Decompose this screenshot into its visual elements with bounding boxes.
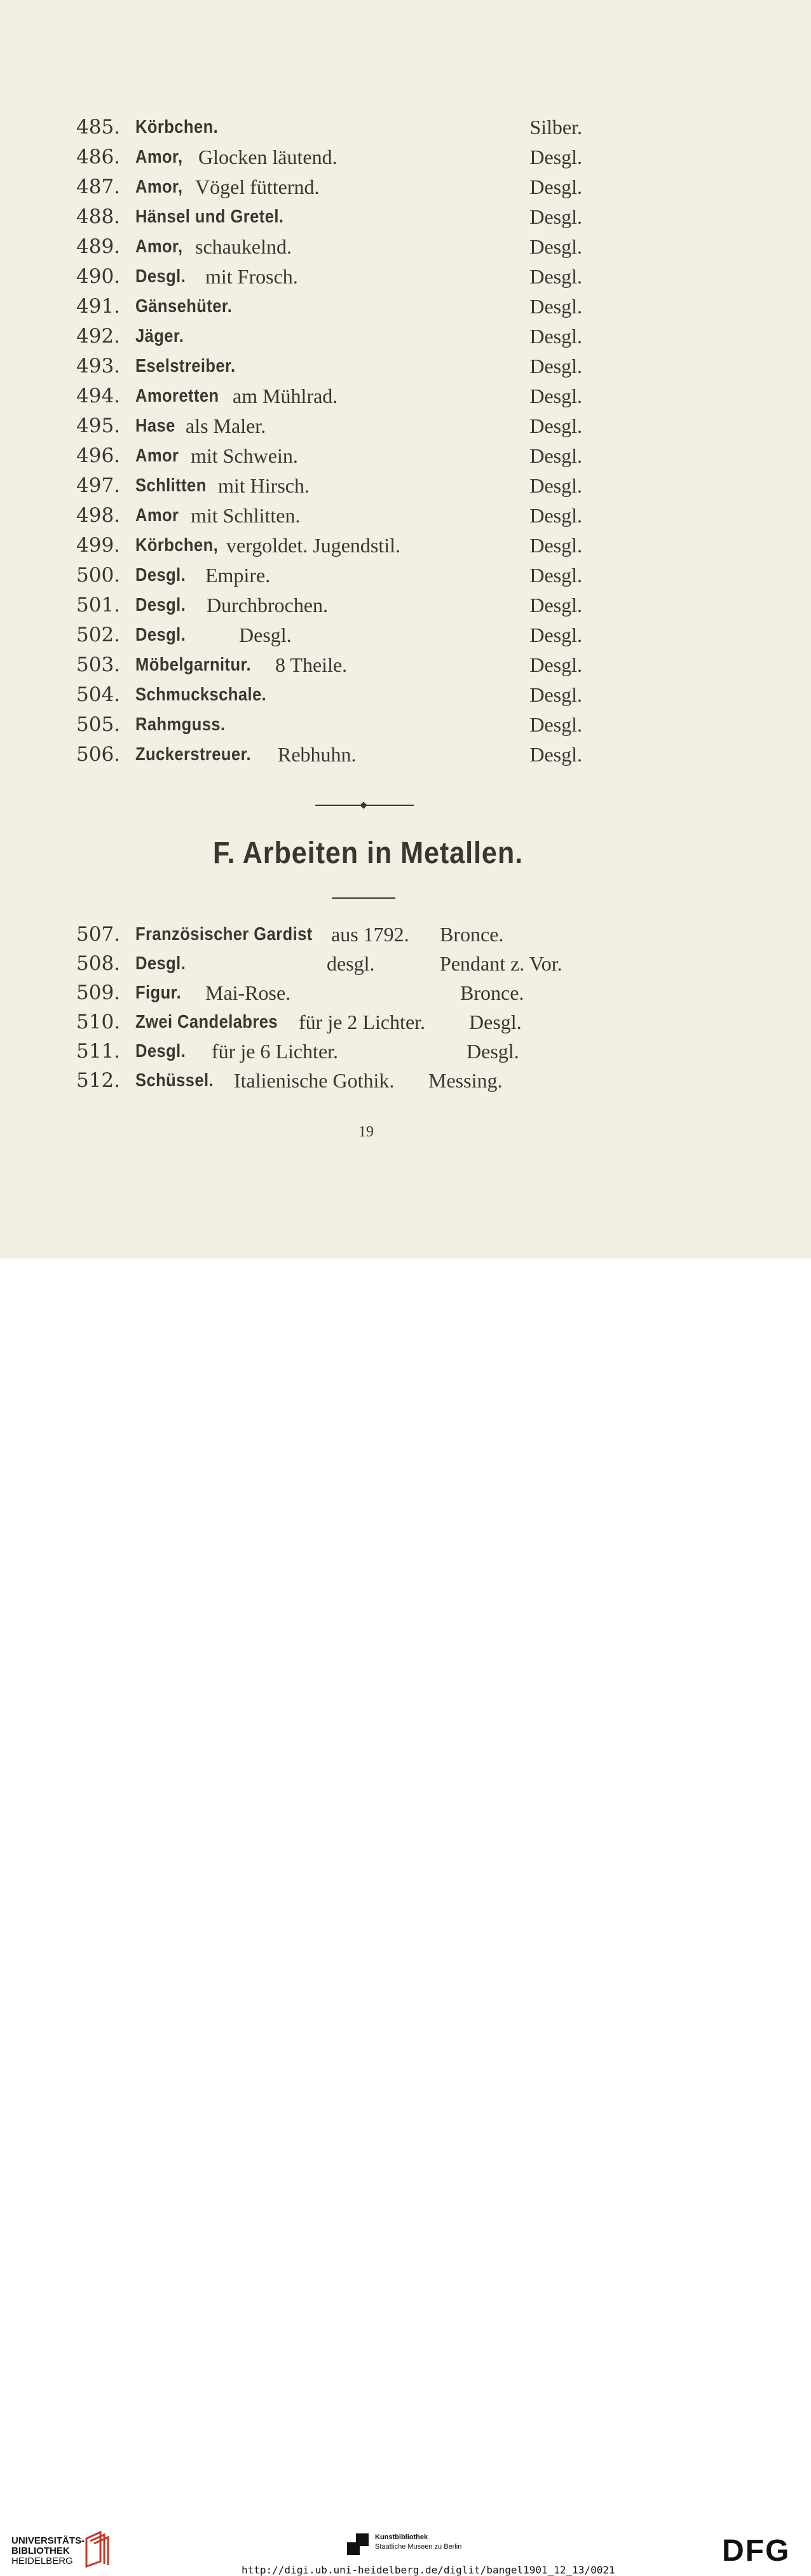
entry-number: 495. [76, 414, 121, 437]
entry-number: 510. [76, 1011, 121, 1033]
entry-title: Desgl. [135, 565, 186, 585]
entry-number: 485. [76, 116, 121, 139]
catalogue-entry [0, 1007, 811, 1037]
entry-description: mit Schlitten. [191, 504, 301, 527]
catalogue-entry [0, 620, 811, 650]
catalogue-entry [0, 471, 811, 500]
entry-number: 498. [76, 504, 121, 527]
entry-title: Amor, [135, 147, 183, 167]
entry-material: Desgl. [469, 1011, 522, 1033]
catalogue-entry [0, 978, 811, 1007]
entry-number: 512. [76, 1069, 121, 1092]
catalogue-entry [0, 411, 811, 440]
entry-description: desgl. [327, 952, 375, 975]
museum-name [375, 2533, 461, 2552]
catalogue-entry [0, 650, 811, 679]
entry-material: Messing. [428, 1069, 503, 1092]
entry-material: Bronce. [460, 981, 524, 1004]
catalogue-entry [0, 1037, 811, 1066]
entry-material: Desgl. [529, 713, 582, 736]
entry-description: als Maler. [186, 414, 266, 437]
entry-title: Amor, [135, 177, 183, 197]
entry-number: 490. [76, 265, 121, 288]
entry-material: Desgl. [529, 235, 582, 258]
entry-description: für je 6 Lichter. [212, 1040, 339, 1063]
entry-description: Desgl. [239, 624, 292, 646]
entry-number: 491. [76, 295, 121, 318]
catalogue-entry [0, 262, 811, 291]
entry-description: Rebhuhn. [278, 743, 357, 766]
entry-description: Durchbrochen. [207, 594, 329, 617]
library-line: UNIVERSITÄTS- [11, 2535, 85, 2546]
library-name [11, 2536, 85, 2566]
entry-number: 505. [76, 713, 121, 736]
entry-description: mit Frosch. [205, 265, 298, 288]
entry-description: am Mühlrad. [233, 385, 338, 407]
entry-number: 486. [76, 146, 121, 168]
entry-title: Amor [135, 446, 179, 466]
entry-number: 504. [76, 683, 121, 706]
entry-title: Rahmguss. [135, 714, 226, 735]
catalogue-entry [0, 531, 811, 560]
catalogue-entry [0, 740, 811, 769]
entry-material: Desgl. [529, 624, 582, 646]
entry-title: Zuckerstreuer. [135, 744, 252, 765]
entry-material: Desgl. [529, 175, 582, 198]
entry-title: Schlitten [135, 475, 207, 496]
entry-number: 494. [76, 385, 121, 407]
page-number: 19 [358, 1124, 374, 1140]
entry-title: Eselstreiber. [135, 356, 236, 376]
museum-line: Kunstbibliothek [375, 2533, 428, 2541]
digitization-footer [0, 1258, 811, 2576]
entry-title: Schmuckschale. [135, 685, 267, 705]
entry-description: Vögel fütternd. [195, 175, 320, 198]
entry-material: Desgl. [529, 265, 582, 288]
museum-logo-icon [346, 2532, 370, 2556]
library-logo-icon [81, 2530, 113, 2568]
entry-description: mit Hirsch. [218, 474, 310, 497]
entry-number: 503. [76, 653, 121, 676]
entry-title: Amor [135, 505, 179, 526]
heading-rule [332, 897, 395, 899]
entry-description: 8 Theile. [275, 653, 348, 676]
catalogue-entry [0, 949, 811, 978]
section-heading: F. Arbeiten in Metallen. [212, 836, 524, 870]
entry-material: Desgl. [529, 743, 582, 766]
entry-number: 497. [76, 474, 121, 497]
entry-title: Möbelgarnitur. [135, 655, 251, 675]
library-line: BIBLIOTHEK [11, 2545, 70, 2556]
entry-number: 493. [76, 355, 121, 378]
entry-description: schaukelnd. [195, 235, 292, 258]
museum-line: Staatliche Museen zu Berlin [375, 2543, 462, 2551]
catalogue-entry [0, 590, 811, 620]
entry-material: Desgl. [529, 205, 582, 228]
entry-material: Desgl. [529, 414, 582, 437]
entry-title: Desgl. [135, 625, 186, 645]
entry-description: mit Schwein. [191, 444, 298, 467]
entry-material: Desgl. [529, 504, 582, 527]
catalogue-entry [0, 112, 811, 142]
entry-number: 489. [76, 235, 121, 258]
entry-material: Desgl. [529, 683, 582, 706]
catalogue-entry [0, 232, 811, 261]
dfg-logo: DFG [722, 2534, 791, 2568]
catalogue-entry [0, 501, 811, 530]
entry-material: Desgl. [529, 564, 582, 587]
entry-material: Desgl. [529, 146, 582, 168]
entry-description: Italienische Gothik. [234, 1069, 395, 1092]
entry-number: 511. [76, 1040, 121, 1063]
entry-number: 501. [76, 594, 121, 617]
entry-title: Hänsel und Gretel. [135, 207, 284, 227]
entry-material: Desgl. [529, 474, 582, 497]
scanned-page [0, 0, 811, 1258]
divider-ornament [360, 801, 367, 808]
entry-material: Desgl. [467, 1040, 519, 1063]
catalogue-entry [0, 351, 811, 381]
entry-title: Körbchen, [135, 535, 219, 555]
catalogue-entry [0, 710, 811, 739]
entry-material: Silber. [529, 116, 582, 139]
entry-title: Zwei Candelabres [135, 1012, 278, 1032]
entry-title: Figur. [135, 983, 182, 1003]
catalogue-entry [0, 142, 811, 172]
entry-number: 499. [76, 534, 121, 557]
entry-title: Desgl. [135, 266, 186, 287]
entry-material: Desgl. [529, 534, 582, 557]
entry-number: 509. [76, 981, 121, 1004]
entry-title: Amor, [135, 236, 183, 257]
entry-material: Desgl. [529, 295, 582, 318]
entry-number: 508. [76, 952, 121, 975]
entry-number: 506. [76, 743, 121, 766]
catalogue-entry [0, 322, 811, 351]
entry-description: aus 1792. [331, 923, 409, 946]
catalogue-entry [0, 172, 811, 201]
entry-material: Desgl. [529, 325, 582, 348]
entry-material: Pendant z. Vor. [440, 952, 562, 975]
entry-title: Desgl. [135, 1041, 186, 1061]
catalogue-entry [0, 1066, 811, 1095]
catalogue-entry [0, 561, 811, 590]
entry-material: Desgl. [529, 594, 582, 617]
entry-description: Glocken läutend. [198, 146, 337, 168]
entry-material: Desgl. [529, 355, 582, 378]
entry-number: 500. [76, 564, 121, 587]
entry-description: Empire. [205, 564, 271, 587]
entry-title: Hase [135, 416, 175, 436]
entry-title: Amoretten [135, 386, 219, 406]
entry-title: Schüssel. [135, 1070, 214, 1091]
source-url[interactable]: http://digi.ub.uni-heidelberg.de/diglit/bangel1901_12_13/0021 [242, 2564, 615, 2576]
entry-number: 502. [76, 624, 121, 646]
entry-title: Gänsehüter. [135, 296, 233, 317]
entry-title: Desgl. [135, 595, 186, 615]
library-line: HEIDELBERG [11, 2556, 73, 2566]
entry-number: 496. [76, 444, 121, 467]
entry-title: Körbchen. [135, 117, 219, 137]
entry-description: vergoldet. Jugendstil. [226, 534, 401, 557]
entry-number: 492. [76, 325, 121, 348]
catalogue-entry [0, 202, 811, 231]
catalogue-entry [0, 381, 811, 411]
entry-number: 507. [76, 923, 121, 946]
entry-material: Desgl. [529, 385, 582, 407]
entry-number: 487. [76, 175, 121, 198]
catalogue-entry [0, 292, 811, 321]
entry-title: Desgl. [135, 953, 186, 974]
entry-title: Französischer Gardist [135, 924, 313, 944]
entry-material: Bronce. [440, 923, 504, 946]
entry-description: für je 2 Lichter. [299, 1011, 426, 1033]
entry-material: Desgl. [529, 653, 582, 676]
catalogue-entry [0, 680, 811, 709]
entry-description: Mai-Rose. [205, 981, 291, 1004]
entry-title: Jäger. [135, 326, 184, 346]
catalogue-entry [0, 920, 811, 949]
entry-number: 488. [76, 205, 121, 228]
catalogue-entry [0, 441, 811, 470]
entry-material: Desgl. [529, 444, 582, 467]
